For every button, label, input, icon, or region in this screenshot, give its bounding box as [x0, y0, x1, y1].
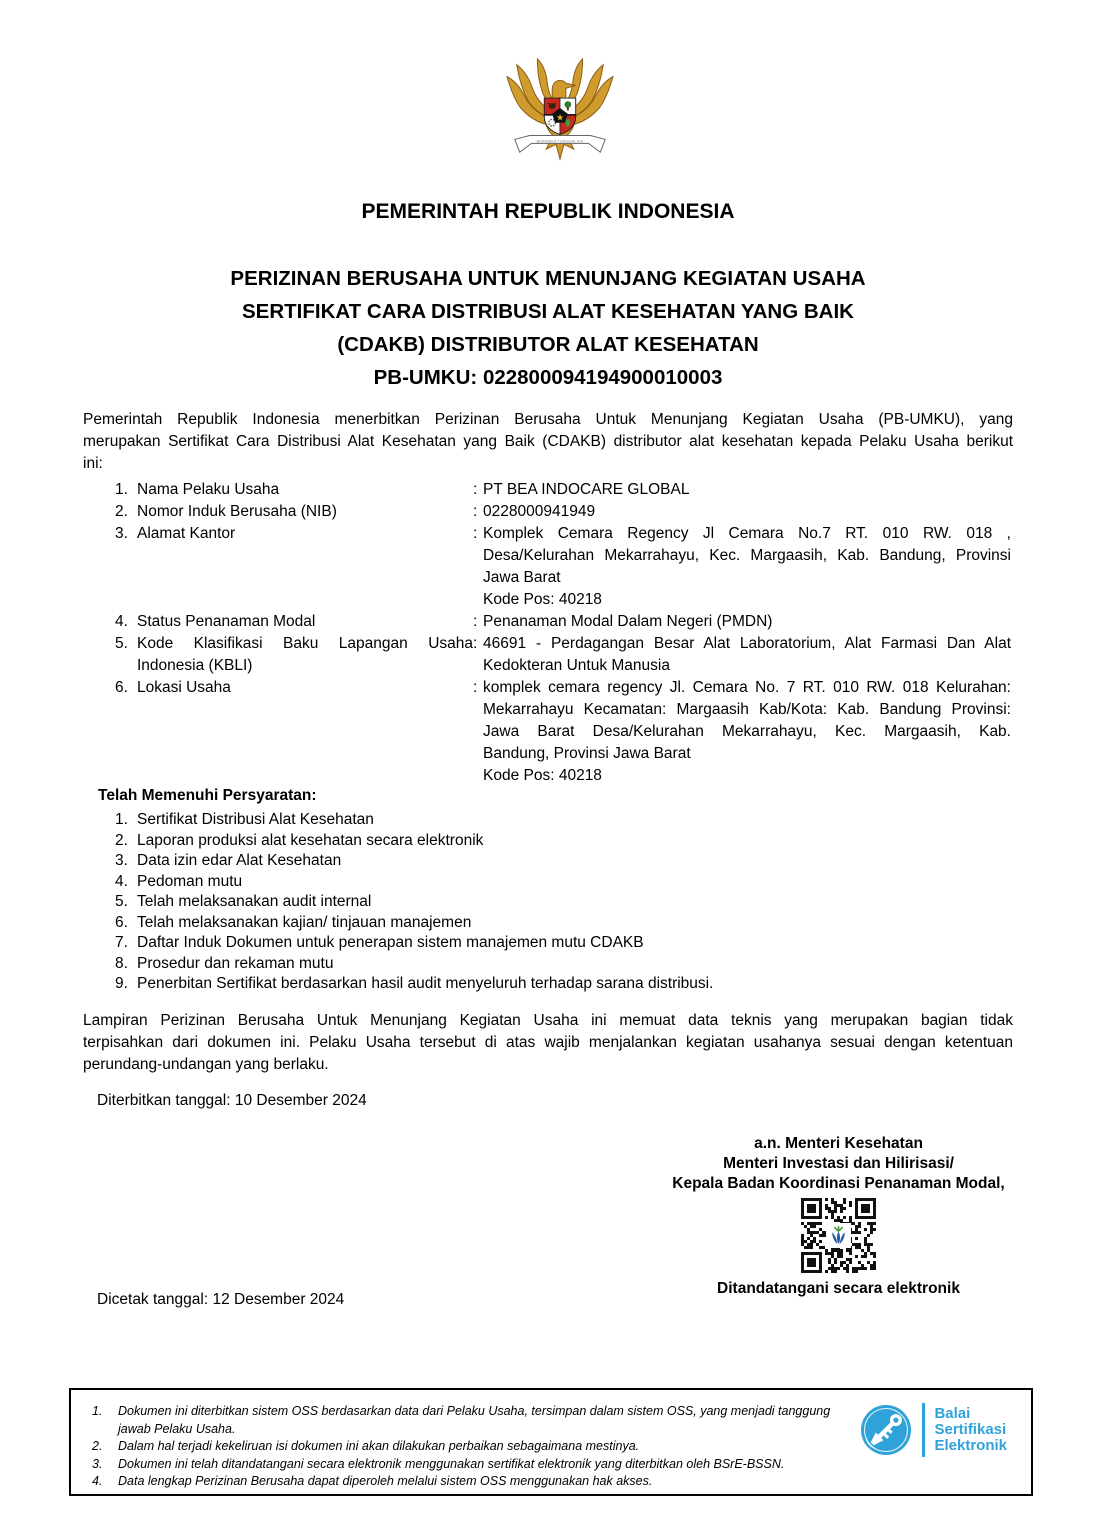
signature-lines — [601, 1134, 1076, 1194]
requirement-text: Telah melaksanakan kajian/ tinjauan manajemen — [137, 913, 472, 931]
closing-paragraph — [83, 1010, 1013, 1076]
key-icon — [859, 1403, 913, 1457]
document-title — [0, 262, 1096, 394]
footer-note-text: Dokumen ini telah ditandatangani secara elektronik menggunakan sertifikat elektronik yang diterbitkan oleh BSrE-BSSN. — [118, 1456, 785, 1471]
requirement-item — [83, 954, 1013, 975]
requirement-number: 5. — [115, 893, 128, 910]
detail-value-postcode: Kode Pos: 40218 — [483, 767, 602, 784]
requirement-text: Daftar Induk Dokumen untuk penerapan sistem manajemen mutu CDAKB — [137, 934, 644, 951]
closing-line: Lampiran Perizinan Berusaha Untuk Menunjang Kegiatan Usaha ini memuat data teknis yang merupakan bagian tidak — [83, 1012, 1013, 1029]
requirement-text: Penerbitan Sertifikat berdasarkan hasil audit menyeluruh terhadap sarana distribusi. — [137, 975, 714, 992]
footer-note-text: Dalam hal terjadi kekeliruan isi dokumen ini akan dilakukan perbaikan sebagaimana mestinya. — [118, 1439, 640, 1453]
closing-line: terpisahkan dari dokumen ini. Pelaku Usaha tersebut di atas wajib menjalankan kegiatan usahanya sesuai dengan ketentuan — [83, 1034, 1013, 1051]
requirement-text: Telah melaksanakan audit internal — [137, 893, 372, 910]
footer-notes-box — [69, 1388, 1033, 1496]
detail-label: Lokasi Usaha — [137, 679, 231, 696]
balai-sertifikasi-elektronik-logo — [859, 1403, 1007, 1457]
detail-number: 2. — [115, 503, 128, 520]
intro-line: Pemerintah Republik Indonesia menerbitkan Perizinan Berusaha Untuk Menunjang Kegiatan Usaha (PB-UMKU), yang — [83, 411, 1013, 428]
logo-wordmark — [934, 1406, 1007, 1454]
business-detail-row — [83, 611, 1013, 633]
issued-date: Diterbitkan tanggal: 10 Desember 2024 — [97, 1092, 367, 1109]
detail-label: Status Penanaman Modal — [137, 613, 316, 630]
detail-colon: : — [473, 679, 478, 696]
detail-value — [483, 677, 1011, 787]
detail-number: 5. — [115, 635, 128, 652]
detail-label: Nama Pelaku Usaha — [137, 481, 280, 498]
document-title-line: (CDAKB) DISTRIBUTOR ALAT KESEHATAN — [337, 333, 759, 356]
business-details-list — [83, 479, 1013, 787]
detail-value-lines: 0228000941949 — [483, 503, 596, 520]
business-detail-row — [83, 501, 1013, 523]
detail-value — [483, 501, 1011, 523]
qr-code — [801, 1198, 876, 1273]
intro-paragraph — [83, 409, 1013, 475]
footer-note — [92, 1456, 852, 1474]
bsre-logo-icon — [826, 1223, 851, 1248]
svg-text:★: ★ — [556, 112, 564, 123]
requirement-item — [83, 872, 1013, 893]
intro-line: ini: — [83, 455, 103, 472]
detail-label: Nomor Induk Berusaha (NIB) — [137, 503, 337, 520]
detail-value-lines: Komplek Cemara Regency Jl Cemara No.7 RT. 010 RW. 018 , Desa/Kelurahan Mekarrahayu, Kec. Margaasih, Kab. Bandung, Provinsi Jawa Barat — [483, 525, 1011, 586]
detail-value — [483, 633, 1011, 677]
requirement-number: 6. — [115, 913, 128, 931]
footer-note-text: Dokumen ini diterbitkan sistem OSS berdasarkan data dari Pelaku Usaha, tersimpan dalam sistem OSS, yang menjadi tanggung jawab Pelaku Usaha. — [118, 1404, 831, 1436]
requirement-item — [83, 851, 1013, 872]
signature-line: a.n. Menteri Kesehatan — [754, 1135, 923, 1152]
requirement-item — [83, 974, 1013, 995]
detail-value — [483, 611, 1011, 633]
detail-value-lines: 46691 - Perdagangan Besar Alat Laboratorium, Alat Farmasi Dan Alat Kedokteran Untuk Manusia — [483, 635, 1011, 674]
requirement-text: Pedoman mutu — [137, 872, 243, 890]
requirement-item — [83, 913, 1013, 934]
requirement-text: Laporan produksi alat kesehatan secara elektronik — [137, 831, 484, 849]
business-detail-row — [83, 633, 1013, 677]
signed-electronically-note: Ditandatangani secara elektronik — [717, 1280, 960, 1297]
closing-line: perundang-undangan yang berlaku. — [83, 1056, 329, 1073]
footer-notes — [92, 1403, 852, 1491]
detail-value — [483, 479, 1011, 501]
document-title-line: PERIZINAN BERUSAHA UNTUK MENUNJANG KEGIATAN USAHA — [230, 267, 866, 290]
logo-divider — [922, 1403, 925, 1457]
detail-colon: : — [473, 525, 478, 542]
requirement-item — [83, 892, 1013, 913]
signature-block — [601, 1134, 1076, 1299]
emblem-motto: BHINNEKA TUNGGAL IKA — [536, 138, 584, 144]
detail-number: 1. — [115, 481, 128, 498]
business-detail-row — [83, 523, 1013, 611]
requirement-text: Data izin edar Alat Kesehatan — [137, 852, 342, 869]
government-title: PEMERINTAH REPUBLIK INDONESIA — [361, 200, 735, 223]
footer-note-number: 3. — [92, 1456, 103, 1471]
requirement-item — [83, 933, 1013, 954]
footer-note-number: 4. — [92, 1474, 103, 1488]
document-title-line: PB-UMKU: 022800094194900010003 — [373, 366, 723, 389]
logo-word: Sertifikasi — [934, 1421, 1007, 1438]
intro-line: merupakan Sertifikat Cara Distribusi Alat Kesehatan yang Baik (CDAKB) distributor alat kesehatan kepada Pelaku Usaha berikut — [83, 433, 1013, 450]
detail-colon: : — [473, 613, 478, 630]
footer-note — [92, 1438, 852, 1456]
footer-note-text: Data lengkap Perizinan Berusaha dapat diperoleh melalui sistem OSS menggunakan hak akses. — [118, 1474, 653, 1488]
detail-value-lines: komplek cemara regency Jl. Cemara No. 7 RT. 010 RW. 018 Kelurahan: Mekarrahayu Kecamatan: Margaasih Kab/Kota: Kab. Bandung Provinsi: Jawa Barat Desa/Kelurahan Mekarrahayu, Kec. Margaasih, Kab. Bandung, Provinsi Jawa Barat — [483, 679, 1011, 762]
requirement-number: 1. — [115, 811, 128, 828]
requirement-number: 4. — [115, 872, 128, 890]
requirement-number: 9. — [115, 975, 128, 992]
requirement-text: Prosedur dan rekaman mutu — [137, 954, 334, 972]
requirement-text: Sertifikat Distribusi Alat Kesehatan — [137, 811, 374, 828]
detail-number: 3. — [115, 525, 128, 542]
requirements-section — [83, 785, 1013, 995]
detail-label: Kode Klasifikasi Baku Lapangan Usaha Indonesia (KBLI) — [137, 635, 473, 674]
signature-line: Menteri Investasi dan Hilirisasi/ — [723, 1155, 954, 1172]
detail-colon: : — [473, 503, 478, 520]
detail-value-lines: Penanaman Modal Dalam Negeri (PMDN) — [483, 613, 773, 630]
business-detail-row — [83, 677, 1013, 787]
footer-note-number: 2. — [92, 1439, 103, 1453]
printed-date: Dicetak tanggal: 12 Desember 2024 — [97, 1291, 345, 1308]
document-title-line: SERTIFIKAT CARA DISTRIBUSI ALAT KESEHATAN YANG BAIK — [242, 300, 854, 323]
detail-number: 6. — [115, 679, 128, 696]
requirements-list — [83, 810, 1013, 995]
detail-value — [483, 523, 1011, 611]
detail-colon: : — [473, 481, 478, 498]
footer-note — [92, 1403, 852, 1438]
logo-word: Elektronik — [934, 1437, 1007, 1454]
detail-colon: : — [473, 635, 478, 652]
garuda-pancasila-emblem — [503, 46, 617, 168]
detail-value-lines: PT BEA INDOCARE GLOBAL — [483, 481, 690, 498]
signature-line: Kepala Badan Koordinasi Penanaman Modal, — [672, 1175, 1005, 1192]
requirement-number: 3. — [115, 852, 128, 869]
requirement-item — [83, 810, 1013, 831]
footer-note-number: 1. — [92, 1404, 103, 1418]
requirement-number: 7. — [115, 934, 128, 951]
business-detail-row — [83, 479, 1013, 501]
logo-word: Balai — [934, 1405, 971, 1422]
detail-value-postcode: Kode Pos: 40218 — [483, 591, 602, 608]
footer-note — [92, 1473, 852, 1491]
requirements-heading: Telah Memenuhi Persyaratan: — [98, 787, 317, 804]
detail-number: 4. — [115, 613, 128, 630]
requirement-number: 2. — [115, 831, 128, 849]
requirement-number: 8. — [115, 954, 128, 972]
requirement-item — [83, 831, 1013, 852]
detail-label: Alamat Kantor — [137, 525, 236, 542]
